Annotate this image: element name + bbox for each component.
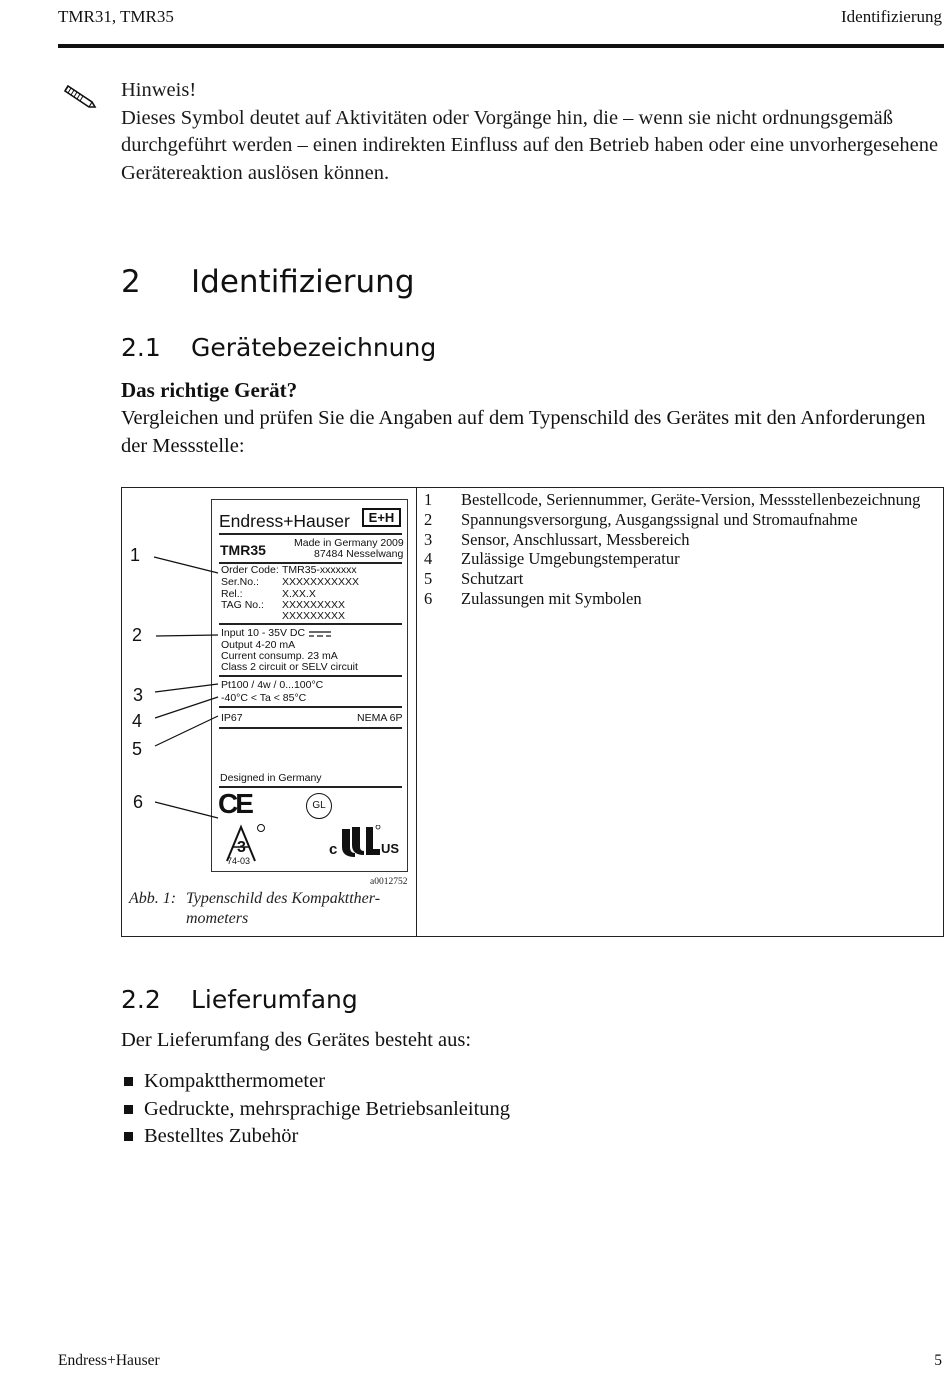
tag-value: XXXXXXXXX: [282, 610, 346, 622]
3a-mark-text: 3: [237, 839, 246, 856]
legend-number: 5: [424, 569, 433, 589]
tag-label: TAG No.:: [221, 599, 264, 611]
nameplate-address: 87484 Nesselwang: [314, 548, 404, 560]
figure-id: a0012752: [370, 877, 408, 887]
tag-value: XXXXXXXXX: [282, 599, 346, 611]
header-section-title: Identifizierung: [840, 7, 942, 26]
ul-c-text: c: [329, 841, 338, 858]
rel-value: X.XX.X: [282, 588, 316, 600]
ip-rating: IP67: [221, 712, 243, 724]
list-item: [121, 1068, 510, 1096]
sensor-spec: Pt100 / 4w / 0...100°C: [221, 679, 324, 691]
legend-text: Bestellcode, Seriennummer, Geräte-Version, Messstellenbezeichnung: [461, 490, 921, 509]
bullet-square-icon: [124, 1077, 133, 1086]
legend-item: [424, 490, 944, 510]
nameplate-brand: Endress+Hauser: [219, 511, 350, 531]
list-item-text: Kompaktthermometer: [144, 1070, 326, 1092]
legend-text: Zulassungen mit Symbolen: [461, 588, 642, 608]
intro-paragraph: Vergleichen und prüfen Sie die Angaben auf dem Typenschild des Gerätes mit den Anforderungen der Messstelle:: [121, 407, 926, 457]
legend-text: Sensor, Anschlussart, Messbereich: [461, 529, 690, 549]
consumption-spec: Current consump. 23 mA: [221, 650, 338, 662]
subsection-title: Lieferumfang: [191, 985, 358, 1014]
designed-in: Designed in Germany: [220, 772, 322, 784]
nema-rating: NEMA 6P: [357, 712, 403, 724]
nameplate-made-in: Made in Germany 2009: [294, 537, 404, 549]
callout-number: 4: [132, 711, 143, 731]
note-text: Dieses Symbol deutet auf Aktivitäten oder Vorgänge hin, die – wenn sie nicht ordnungsgemäß durchgeführt werden – einen indirekten Einfluss auf den Betrieb haben oder eine unvorhergesehene Gerätereaktion auslösen können.: [121, 106, 939, 184]
legend-number: 4: [424, 549, 433, 569]
legend-number: 2: [424, 509, 433, 529]
header-doc-title: TMR31, TMR35: [58, 7, 174, 26]
figure-legend: [424, 490, 944, 609]
delivery-intro: Der Lieferumfang des Gerätes besteht aus:: [121, 1029, 472, 1051]
leader-line: [156, 635, 218, 636]
order-code-label: Order Code:: [221, 564, 279, 576]
leader-line: [155, 802, 218, 818]
subsection-number: 2.1: [121, 333, 161, 362]
section-number: 2: [121, 264, 141, 300]
ce-mark-text: CE: [218, 788, 251, 819]
subsection-number: 2.2: [121, 985, 161, 1014]
leader-line: [155, 697, 218, 718]
serial-value: XXXXXXXXXXX: [282, 576, 360, 588]
leader-line: [155, 684, 218, 692]
callout-number: 6: [133, 792, 144, 812]
legend-item: [424, 589, 944, 609]
3a-code: 74-03: [227, 856, 251, 866]
subheading: Das richtige Gerät?: [121, 378, 298, 402]
delivery-list: [121, 1068, 510, 1151]
ul-us-text: US: [381, 841, 400, 856]
list-item: [121, 1123, 510, 1151]
serial-label: Ser.No.:: [221, 576, 259, 588]
eh-logo-text: E+H: [368, 510, 395, 525]
subsection-heading-2-2: [121, 985, 358, 1014]
subsection-title: Gerätebezeichnung: [191, 333, 437, 362]
rel-label: Rel.:: [221, 588, 243, 600]
bullet-square-icon: [124, 1132, 133, 1141]
section-title: Identifizierung: [191, 264, 415, 300]
ambient-spec: -40°C < Ta < 85°C: [221, 692, 307, 704]
list-item: [121, 1096, 510, 1124]
leader-line: [154, 557, 218, 573]
legend-number: 3: [424, 529, 433, 549]
legend-item: [424, 510, 944, 530]
note-title: Hinweis!: [121, 79, 197, 101]
nameplate-model: TMR35: [220, 542, 266, 558]
gl-mark-text: GL: [312, 800, 326, 811]
order-code-value: TMR35-xxxxxxx: [282, 564, 357, 576]
page-number: 5: [934, 1352, 942, 1369]
legend-text: Schutzart: [461, 569, 524, 589]
list-item-text: Bestelltes Zubehör: [144, 1125, 299, 1147]
legend-item: [424, 530, 944, 550]
figure-caption: [129, 889, 409, 929]
legend-item: [424, 549, 944, 569]
callout-number: 5: [132, 739, 143, 759]
output-spec: Output 4-20 mA: [221, 639, 296, 651]
legend-text: Spannungsversorgung, Ausgangssignal und Stromaufnahme: [461, 509, 858, 529]
callout-number: 3: [133, 685, 144, 705]
class-spec: Class 2 circuit or SELV circuit: [221, 661, 358, 673]
legend-number: 1: [424, 490, 433, 509]
leader-line: [155, 716, 218, 746]
list-item-text: Gedruckte, mehrsprachige Betriebsanleitung: [144, 1097, 511, 1120]
bullet-square-icon: [124, 1105, 133, 1114]
caption-label: Abb. 1:: [129, 890, 177, 907]
input-spec: Input 10 - 35V DC: [221, 627, 306, 639]
caption-line: mometers: [186, 910, 249, 927]
footer-brand: Endress+Hauser: [58, 1352, 160, 1369]
caption-line: Typenschild des Kompaktther-: [186, 890, 381, 907]
callout-number: 2: [132, 625, 143, 645]
legend-number: 6: [424, 588, 433, 608]
callout-number: 1: [130, 545, 141, 565]
legend-item: [424, 569, 944, 589]
legend-text: Zulässige Umgebungstemperatur: [461, 549, 680, 569]
